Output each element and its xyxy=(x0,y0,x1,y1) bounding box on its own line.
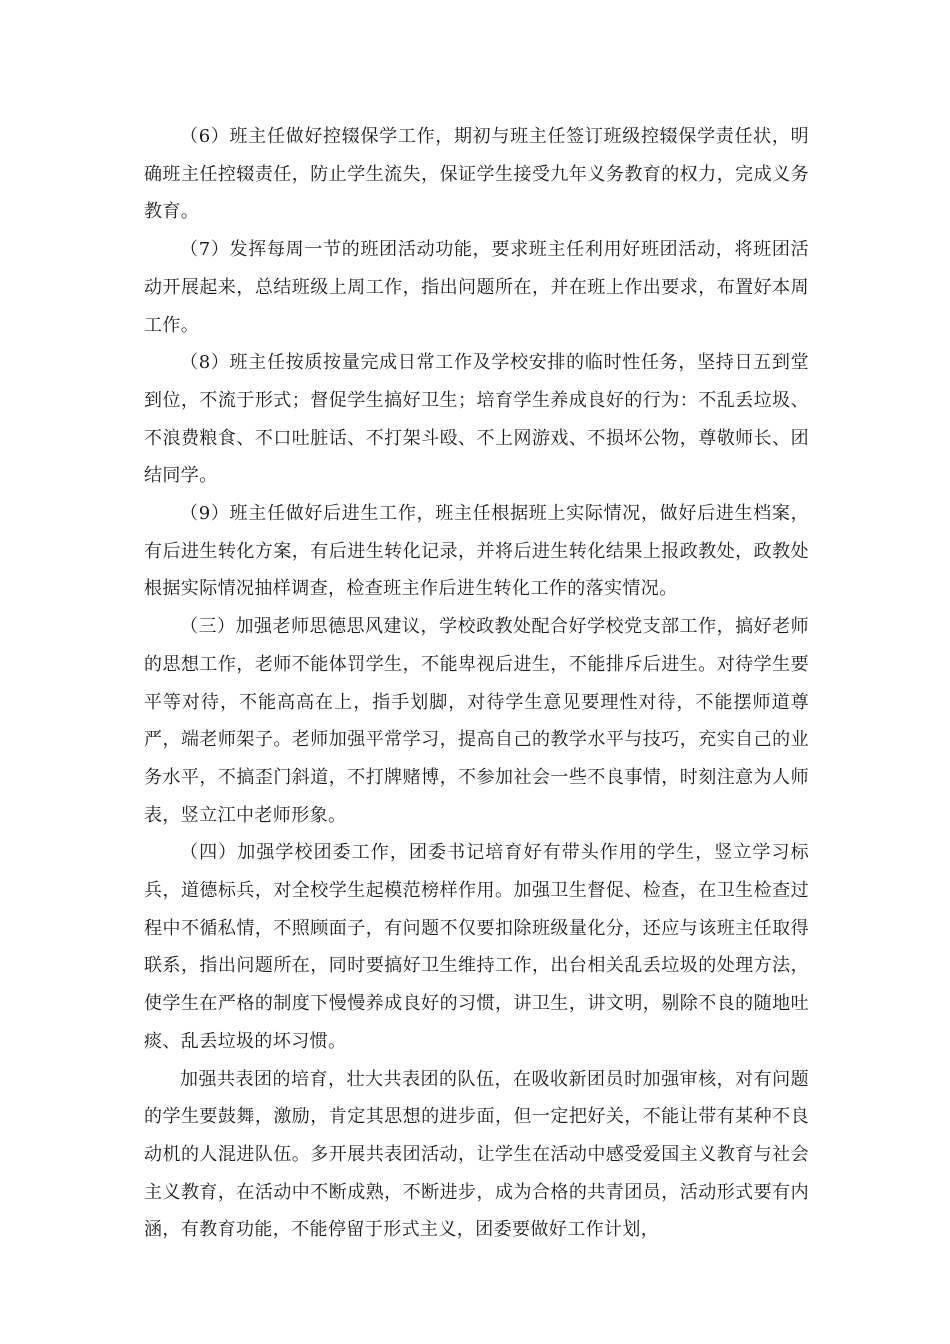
paragraph-section-4: （四）加强学校团委工作，团委书记培育好有带头作用的学生，竖立学习标兵，道德标兵，对全校学生起模范榜样作用。加强卫生督促、检查，在卫生检查过程中不循私情，不照顾面子，有问题不仅要扣除班级量化分，还应与该班主任取得联系，指出问题所在，同时要搞好卫生维持工作，出台相关乱丢垃圾的处理方法，使学生在严格的制度下慢慢养成良好的习惯，讲卫生，讲文明，剔除不良的随地吐痰、乱丢垃圾的坏习惯。 xyxy=(144,842,809,1052)
paragraph-league-training: 加强共表团的培育，壮大共表团的队伍，在吸收新团员时加强审核，对有问题的学生要鼓舞，激励，肯定其思想的进步面，但一定把好关，不能让带有某种不良动机的人混进队伍。多开展共表团活动，让学生在活动中感受爱国主义教育与社会主义教育，在活动中不断成熟，不断进步，成为合格的共青团员，活动形式要有内涵，有教育功能，不能停留于形式主义，团委要做好工作计划， xyxy=(144,1068,809,1241)
paragraph-item-7: （7）发挥每周一节的班团活动功能，要求班主任利用好班团活动，将班团活动开展起来，总结班级上周工作，指出问题所在，并在班上作出要求，布置好本周工作。 xyxy=(144,239,809,336)
paragraph-item-6: （6）班主任做好控辍保学工作，期初与班主任签订班级控辍保学责任状，明确班主任控辍责任，防止学生流失，保证学生接受九年义务教育的权力，完成义务教育。 xyxy=(144,126,809,223)
paragraph-item-9: （9）班主任做好后进生工作，班主任根据班上实际情况，做好后进生档案，有后进生转化方案，有后进生转化记录，并将后进生转化结果上报政教处，政教处根据实际情况抽样调查，检查班主作后进生转化工作的落实情况。 xyxy=(144,503,809,600)
paragraph-item-8: （8）班主任按质按量完成日常工作及学校安排的临时性任务，坚持日五到堂到位，不流于形式；督促学生搞好卫生；培育学生养成良好的行为：不乱丢垃圾、不浪费粮食、不口吐脏话、不打架斗殴、不上网游戏、不损坏公物，尊敬师长、团结同学。 xyxy=(144,352,809,487)
document-body xyxy=(144,118,809,1249)
paragraph-section-3: （三）加强老师思德思风建议，学校政教处配合好学校党支部工作，搞好老师的思想工作，老师不能体罚学生，不能卑视后进生，不能排斥后进生。对待学生要平等对待，不能高高在上，指手划脚，对待学生意见要理性对待，不能摆师道尊严，端老师架子。老师加强平常学习，提高自己的教学水平与技巧，充实自己的业务水平，不搞歪门斜道，不打牌赌博，不参加社会一些不良事情，时刻注意为人师表，竖立江中老师形象。 xyxy=(144,616,809,826)
